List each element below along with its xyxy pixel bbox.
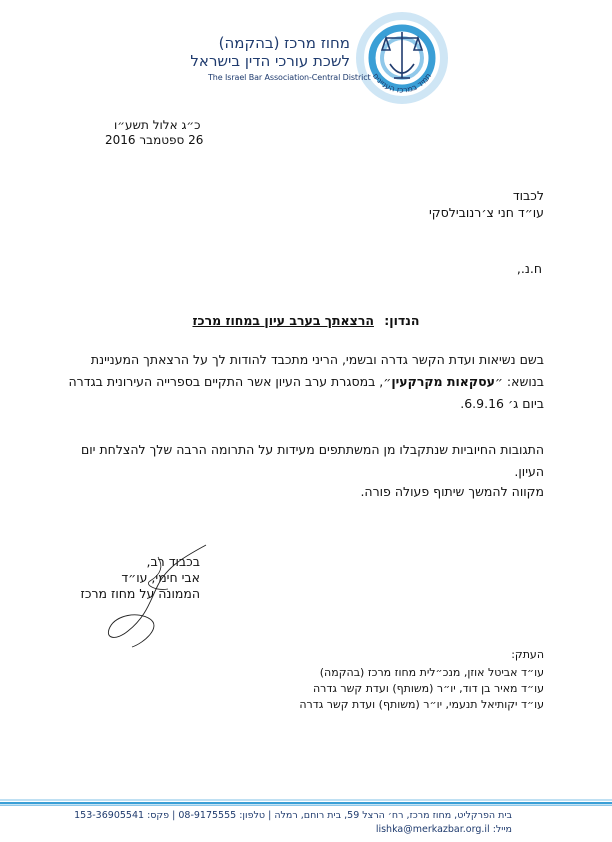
body-p1-topic: עסקאות מקרקעין [391, 374, 495, 389]
handwritten-signature [98, 535, 228, 650]
body-paragraph-2: התגובות החיוביות שנתקבלו מן המשתתפים מעידות על התרומה הרבה שלך להצלחת יום העיון. [80, 442, 544, 479]
cc-label: העתק: [511, 648, 544, 661]
footer-divider [0, 799, 612, 806]
signature-title: הממונה על מחוז מרכז [80, 586, 200, 601]
body-p1-intro: בשם נשיאות ועדת הקשר גדרה ובשמי, הריני מתכבד להודות לך על הרצאתך המעניינת בנושא: ״ [90, 352, 544, 389]
org-name: מחוז מרכז (בהקמה) [218, 34, 350, 52]
body-paragraph-1 [64, 349, 544, 415]
recipient-line-1: לכבוד [512, 188, 544, 203]
subject-line [0, 313, 612, 328]
org-english-name: The Israel Bar Association-Central District [208, 73, 371, 82]
body-p1-rest: ״, במסגרת ערב העיון אשר התקיים בספרייה העירונית בגדרה ביום ג׳ 6.9.16. [68, 374, 544, 411]
cc-item: עו״ד מאיר בן דוד, יו״ר (משותף) ועדת קשר גדרה [312, 682, 544, 695]
signature-name: אבי חימי, עו״ד [121, 570, 200, 585]
footer-address: בית הפרקליט, מחוז מרכז, רח׳ הרצל 59, בית רוחם, רמלה | טלפון: 08-9175555 | פקס: 153-36905541 [74, 810, 512, 821]
footer-email: מייל: lishka@merkazbar.org.il [375, 824, 512, 835]
greeting: ח.נ., [516, 261, 542, 276]
subject-label: הנדון: [384, 313, 420, 328]
cc-item: עו״ד אביטל אוזן, מנכ״לית מחוז מרכז (בהקמה) [319, 666, 544, 679]
hebrew-date: כ״ג אלול תשע״ו [114, 118, 201, 132]
logo-ring-text: תמיד במרכז העניינים [370, 71, 434, 95]
gregorian-date: 26 ספטמבר 2016 [105, 133, 204, 147]
recipient-name: עו״ד חני צ׳רנובילסקי [428, 205, 544, 220]
cc-item: עו״ד יקותיאל תנעמי, יו״ר (משותף) ועדת קשר גדרה [299, 698, 544, 711]
org-subtitle: לשכת עורכי הדין בישראל [190, 52, 350, 70]
signature-closing: בכבוד רב, [146, 554, 200, 569]
body-paragraph-3: מקווה להמשך שיתוף פעולה פורה. [360, 484, 544, 499]
bar-association-logo [356, 12, 448, 110]
subject-text: הרצאתך בערב עיון במחוז מרכז [192, 313, 374, 328]
